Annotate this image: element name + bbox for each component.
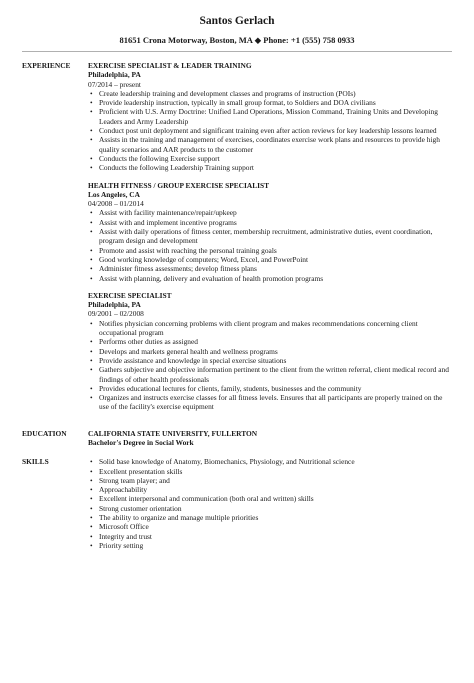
job-bullet: • Organizes and instructs exercise classes for all fitness levels. Ensures that all participants are properly trained on the use of the facility's exercise equipment [99,393,452,412]
skill-item: • Integrity and trust [99,532,452,541]
skill-item: • Strong customer orientation [99,504,452,513]
job-bullet: • Proficient with U.S. Army Doctrine: Unified Land Operations, Mission Command, Training Units and Developing Leaders and Army Leadership [99,107,452,126]
section-label-education: EDUCATION [22,428,67,438]
job-bullet: • Notifies physician concerning problems with client program and makes recommendations concerning client occupational program [99,319,452,338]
skill-item: • Excellent interpersonal and communication (both oral and written) skills [99,494,452,503]
job-bullet: • Create leadership training and development classes and programs of instruction (POIs) [99,89,452,98]
candidate-name: Santos Gerlach [199,15,275,27]
job-bullet: • Assist with and implement incentive programs [99,218,452,227]
experience-section [22,61,452,420]
job-bullet: • Assist with facility maintenance/repair/upkeep [99,208,452,217]
school-name: CALIFORNIA STATE UNIVERSITY, FULLERTON [88,428,258,438]
job-bullet: • Provides educational lectures for clients, family, students, businesses and the community [99,384,452,393]
job-bullet-list [88,208,452,282]
education-body [88,429,452,448]
skill-item: • Microsoft Office [99,522,452,531]
job-location: Philadelphia, PA [88,70,141,80]
job-dates: 07/2014 – present [88,79,141,89]
skills-body [88,457,452,550]
job-bullet: • Promote and assist with reaching the personal training goals [99,246,452,255]
job-dates: 09/2001 – 02/2008 [88,309,144,319]
job-bullet: • Administer fitness assessments; develop fitness plans [99,264,452,273]
experience-body [88,61,452,420]
education-section [22,429,452,448]
job-bullet: • Good working knowledge of computers; Word, Excel, and PowerPoint [99,255,452,264]
job-bullet: • Assist with planning, delivery and evaluation of health promotion programs [99,274,452,283]
job-bullet: • Conduct post unit deployment and significant training even after action reviews for key leadership lessons learned [99,126,452,135]
job-entry [88,61,452,173]
skill-item: • Excellent presentation skills [99,467,452,476]
job-title: HEALTH FITNESS / GROUP EXERCISE SPECIALIST [88,180,270,190]
degree: Bachelor's Degree in Social Work [88,437,194,447]
skills-list [88,457,452,550]
contact-line: 81651 Crona Motorway, Boston, MA ◆ Phone: +1 (555) 758 0933 [119,35,355,45]
skill-item: • Solid base knowledge of Anatomy, Biomechanics, Physiology, and Nutritional science [99,457,452,466]
job-title: EXERCISE SPECIALIST & LEADER TRAINING [88,61,252,70]
skill-item: • Approachability [99,485,452,494]
job-bullet: • Assists in the training and management of exercises, coordinates exercise work plans and resources to provide high quality scenarios and AAR products to the customer [99,135,452,154]
skill-item: • Priority setting [99,541,452,550]
job-bullet: • Provide assistance and knowledge in special exercise situations [99,356,452,365]
job-bullet: • Gathers subjective and objective information pertinent to the client from the written referral, client medical record and findings of other health professionals [99,365,452,384]
header-divider [22,51,452,52]
job-bullet: • Develops and markets general health and wellness programs [99,347,452,356]
job-entry [88,181,452,283]
section-label-experience: EXPERIENCE [22,61,71,70]
job-bullet: • Conducts the following Leadership Training support [99,163,452,172]
section-label-skills: SKILLS [22,457,49,467]
job-bullet-list [88,319,452,412]
skill-item: • Strong team player; and [99,476,452,485]
skills-section [22,457,452,550]
skill-item: • The ability to organize and manage multiple priorities [99,513,452,522]
job-bullet: • Conducts the following Exercise support [99,154,452,163]
job-location: Los Angeles, CA [88,189,140,199]
job-bullet-list [88,89,452,173]
job-bullet: • Performs other duties as assigned [99,337,452,346]
job-dates: 04/2008 – 01/2014 [88,199,144,209]
job-bullet: • Provide leadership instruction, typically in small group format, to Soldiers and DOA civilians [99,98,452,107]
job-title: EXERCISE SPECIALIST [88,290,172,300]
job-entry [88,291,452,412]
job-bullet: • Assist with daily operations of fitness center, membership recruitment, administrative duties, event coordination, program design and development [99,227,452,246]
job-location: Philadelphia, PA [88,300,141,310]
